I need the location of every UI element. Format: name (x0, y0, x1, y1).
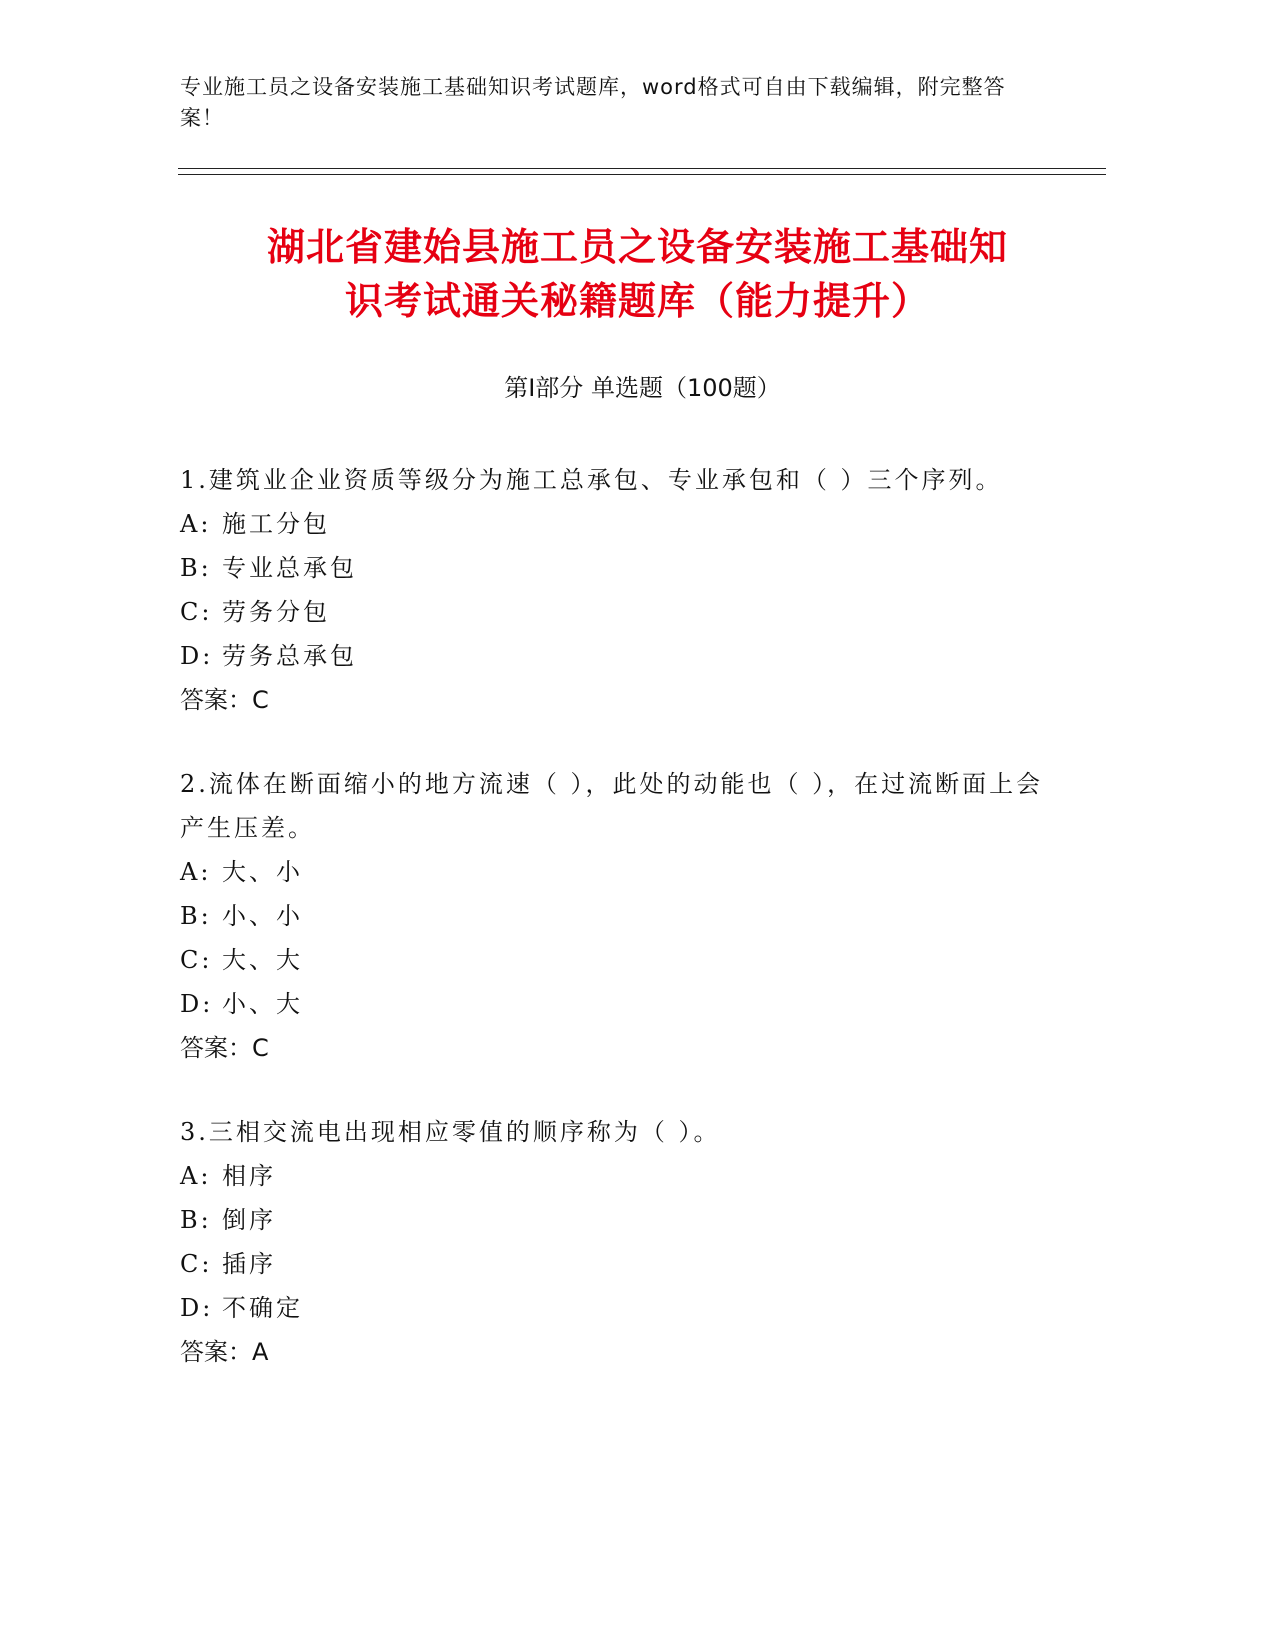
option-b (180, 894, 1050, 938)
option-text: 不确定 (222, 1294, 303, 1322)
option-key: A: (180, 510, 212, 538)
question-stem: 3.三相交流电出现相应零值的顺序称为（ ）。 (180, 1118, 721, 1146)
option-c (180, 590, 1050, 634)
header-divider-bottom (178, 174, 1106, 175)
option-text: 施工分包 (222, 510, 330, 538)
option-key: C: (180, 598, 213, 626)
option-key: B: (180, 902, 212, 930)
answer: 答案：C (180, 686, 269, 714)
option-b (180, 1198, 1050, 1242)
option-text: 大、小 (222, 858, 303, 886)
option-text: 相序 (222, 1162, 276, 1190)
option-text: 劳务分包 (222, 598, 330, 626)
document-title-line-2: 识考试通关秘籍题库（能力提升） (344, 279, 930, 323)
option-key: C: (180, 1250, 213, 1278)
option-text: 倒序 (222, 1206, 276, 1234)
option-c (180, 1242, 1050, 1286)
option-a (180, 502, 1050, 546)
section-title: 第Ⅰ部分 单选题（100题） (504, 374, 781, 402)
option-a (180, 1154, 1050, 1198)
question-2 (180, 762, 1050, 1070)
option-b (180, 546, 1050, 590)
header-note: 专业施工员之设备安装施工基础知识考试题库，word格式可自由下载编辑，附完整答案！ (180, 75, 1006, 130)
question-stem: 1.建筑业企业资质等级分为施工总承包、专业承包和（ ）三个序列。 (180, 466, 1003, 494)
question-3 (180, 1110, 1050, 1374)
option-key: A: (180, 858, 212, 886)
question-1 (180, 458, 1050, 722)
option-d (180, 1286, 1050, 1330)
option-key: A: (180, 1162, 212, 1190)
document-title-line-1: 湖北省建始县施工员之设备安装施工基础知 (266, 225, 1008, 269)
option-text: 劳务总承包 (222, 642, 357, 670)
option-key: D: (180, 1294, 214, 1322)
option-text: 小、大 (222, 990, 303, 1018)
answer: 答案：C (180, 1034, 269, 1062)
option-key: D: (180, 642, 214, 670)
option-key: B: (180, 554, 212, 582)
option-text: 插序 (222, 1250, 276, 1278)
option-key: C: (180, 946, 213, 974)
option-text: 大、大 (222, 946, 303, 974)
document-title (150, 220, 1125, 328)
option-d (180, 634, 1050, 678)
answer: 答案：A (180, 1338, 269, 1366)
option-key: D: (180, 990, 214, 1018)
question-stem: 2.流体在断面缩小的地方流速（ ），此处的动能也（ ），在过流断面上会产生压差。 (180, 770, 1044, 842)
option-text: 专业总承包 (222, 554, 357, 582)
option-key: B: (180, 1206, 212, 1234)
header-divider-top (178, 168, 1106, 169)
option-d (180, 982, 1050, 1026)
option-c (180, 938, 1050, 982)
option-a (180, 850, 1050, 894)
option-text: 小、小 (222, 902, 303, 930)
